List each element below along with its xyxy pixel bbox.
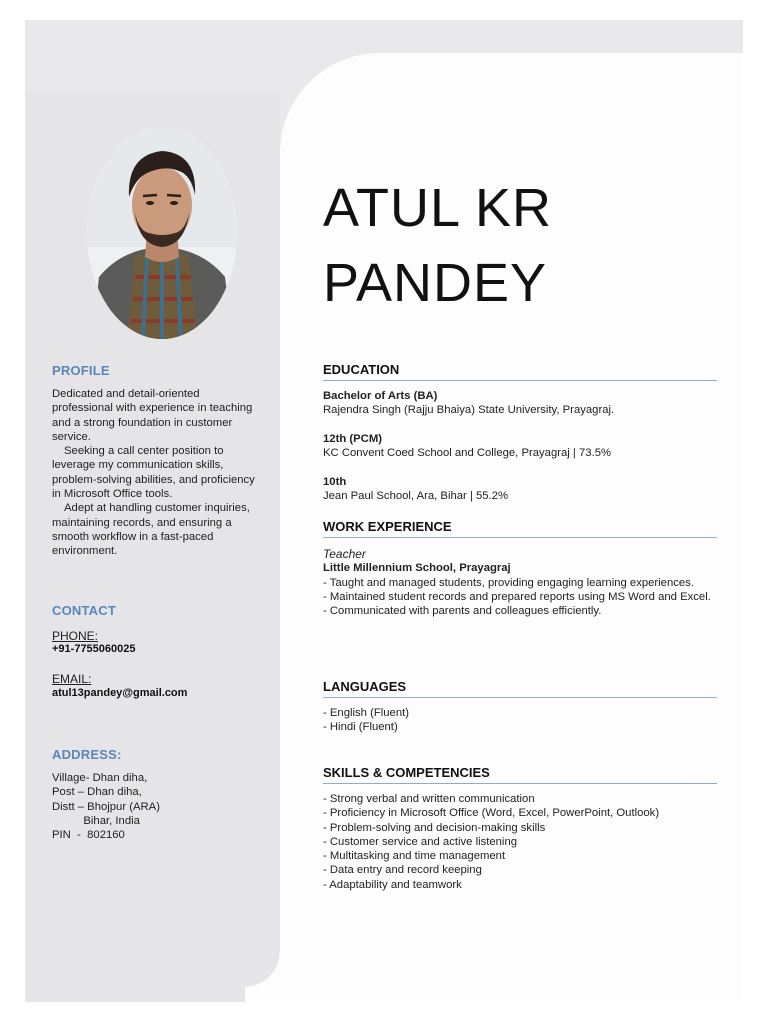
education-title: 10th bbox=[323, 476, 347, 488]
address-heading: ADDRESS: bbox=[52, 747, 122, 762]
employer: Little Millennium School, Prayagraj bbox=[323, 562, 511, 575]
name-first-line: ATUL KR bbox=[323, 178, 553, 238]
list-item: - Communicated with parents and colleagues efficiently. bbox=[323, 605, 602, 618]
job-title: Teacher bbox=[323, 547, 366, 561]
profile-photo bbox=[87, 127, 237, 339]
profile-paragraph: Seeking a call center position to leverage my communication skills, problem-solving abilities, and proficiency in Microsoft Office tools. bbox=[52, 445, 255, 501]
address-line: Distt – Bhojpur (ARA) bbox=[52, 800, 160, 813]
list-item: - Adaptability and teamwork bbox=[323, 878, 462, 891]
education-entry bbox=[323, 475, 717, 504]
name-second-line: PANDEY bbox=[323, 253, 548, 313]
education-heading: EDUCATION bbox=[323, 362, 717, 381]
profile-heading: PROFILE bbox=[52, 363, 110, 378]
education-title: 12th (PCM) bbox=[323, 433, 382, 445]
list-item: - Taught and managed students, providing engaging learning experiences. bbox=[323, 576, 694, 589]
list-item: - Customer service and active listening bbox=[323, 835, 518, 848]
list-item: - Multitasking and time management bbox=[323, 850, 506, 863]
phone-label: PHONE: bbox=[52, 629, 99, 643]
email-label: EMAIL: bbox=[52, 672, 92, 686]
profile-paragraph: Adept at handling customer inquiries, maintaining records, and ensuring a smooth workflow in a fast-paced environment. bbox=[52, 502, 250, 558]
languages-list bbox=[323, 706, 717, 735]
address-line: PIN - 802160 bbox=[52, 829, 125, 842]
address-line: Village- Dhan diha, bbox=[52, 772, 148, 784]
list-item: - Proficiency in Microsoft Office (Word, Excel, PowerPoint, Outlook) bbox=[323, 807, 660, 820]
profile-paragraph: Dedicated and detail-oriented professional with experience in teaching and a strong foundation in customer service. bbox=[52, 388, 253, 443]
education-title: Bachelor of Arts (BA) bbox=[323, 390, 438, 402]
list-item: - Maintained student records and prepared reports using MS Word and Excel. bbox=[323, 590, 711, 603]
profile-summary bbox=[52, 387, 262, 559]
list-item: - Problem-solving and decision-making skills bbox=[323, 821, 546, 834]
work-entry bbox=[323, 547, 717, 618]
list-item: - Hindi (Fluent) bbox=[323, 721, 398, 734]
education-entry bbox=[323, 389, 717, 418]
list-item: - Strong verbal and written communication bbox=[323, 793, 535, 805]
list-item: - Data entry and record keeping bbox=[323, 864, 482, 877]
list-item: - English (Fluent) bbox=[323, 707, 410, 719]
address-line: Bihar, India bbox=[52, 814, 140, 827]
education-detail: Jean Paul School, Ara, Bihar | 55.2% bbox=[323, 490, 509, 503]
email-address[interactable]: atul13pandey@gmail.com bbox=[52, 687, 188, 699]
education-entry bbox=[323, 432, 717, 461]
education-detail: Rajendra Singh (Rajju Bhaiya) State University, Prayagraj. bbox=[323, 404, 615, 417]
contact-heading: CONTACT bbox=[52, 603, 116, 618]
education-detail: KC Convent Coed School and College, Prayagraj | 73.5% bbox=[323, 447, 612, 460]
phone-number[interactable]: +91-7755060025 bbox=[52, 643, 136, 655]
address-line: Post – Dhan diha, bbox=[52, 786, 142, 799]
skills-heading: SKILLS & COMPETENCIES bbox=[323, 765, 717, 784]
work-bullets bbox=[323, 576, 717, 619]
work-heading: WORK EXPERIENCE bbox=[323, 519, 717, 538]
skills-list bbox=[323, 792, 717, 892]
languages-heading: LANGUAGES bbox=[323, 679, 717, 698]
address-block bbox=[52, 771, 252, 842]
